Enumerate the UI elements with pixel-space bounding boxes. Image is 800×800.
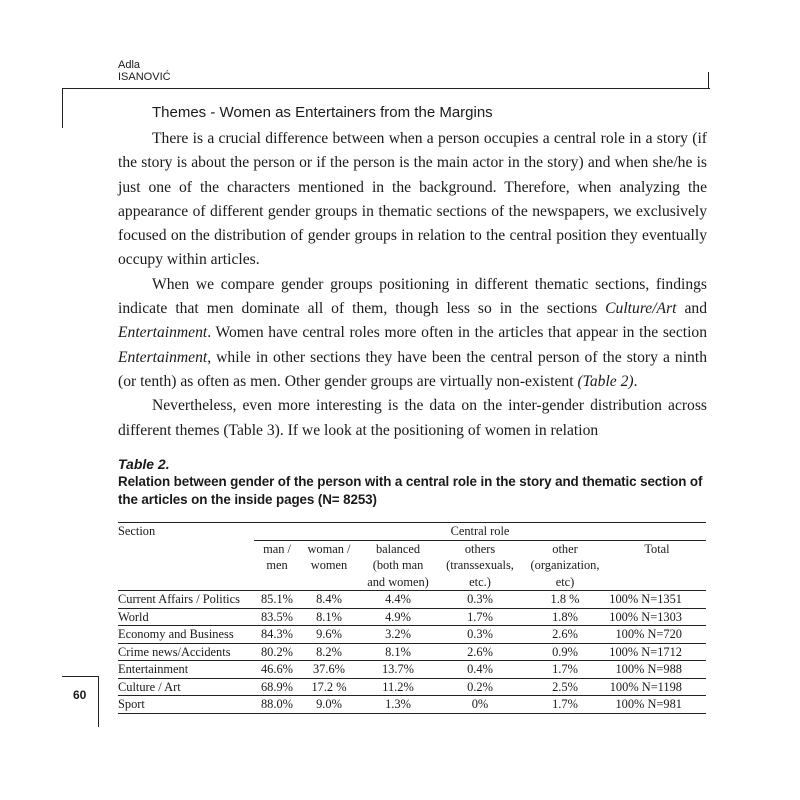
page-number: 60 bbox=[73, 688, 87, 702]
col-others-header-2: (transsexuals, bbox=[446, 558, 514, 572]
cell-other: 1.7% bbox=[522, 696, 608, 714]
p2-text-c: , while in other sections they have been the central person of the story a ninth (or tenth) as often as men. Other gender groups are virtually non-existent bbox=[118, 348, 707, 390]
cell-balanced: 3.2% bbox=[358, 626, 438, 644]
cell-balanced: 1.3% bbox=[358, 696, 438, 714]
running-header-author bbox=[118, 59, 171, 83]
table-row bbox=[118, 626, 706, 644]
cell-balanced: 13.7% bbox=[358, 661, 438, 679]
row-section: Current Affairs / Politics bbox=[118, 591, 254, 609]
cell-man: 84.3% bbox=[254, 626, 300, 644]
cell-man: 46.6% bbox=[254, 661, 300, 679]
table-row bbox=[118, 591, 706, 609]
row-section: Crime news/Accidents bbox=[118, 643, 254, 661]
cell-other: 1.8% bbox=[522, 608, 608, 626]
cell-man: 88.0% bbox=[254, 696, 300, 714]
table-caption: Relation between gender of the person with a central role in the story and thematic section of the articles on the inside pages (N= 8253) bbox=[118, 474, 703, 507]
body-text bbox=[118, 127, 707, 443]
p2-culture-art: Culture/Art bbox=[605, 300, 677, 318]
col-other-header-3: etc) bbox=[555, 574, 575, 589]
blank-header-cell bbox=[118, 574, 254, 591]
col-man-header-2: men bbox=[266, 558, 288, 572]
cell-balanced: 4.4% bbox=[358, 591, 438, 609]
cell-woman: 9.0% bbox=[300, 696, 358, 714]
cell-other: 2.6% bbox=[522, 626, 608, 644]
cell-woman: 17.2 % bbox=[300, 678, 358, 696]
cell-balanced: 4.9% bbox=[358, 608, 438, 626]
cell-others: 1.7% bbox=[438, 608, 522, 626]
row-section: Culture / Art bbox=[118, 678, 254, 696]
table-row bbox=[118, 678, 706, 696]
author-first-name: Adla bbox=[118, 59, 141, 71]
cell-others: 0.3% bbox=[438, 591, 522, 609]
col-woman-header: woman / bbox=[300, 540, 358, 557]
cell-other: 1.7% bbox=[522, 661, 608, 679]
cell-man: 80.2% bbox=[254, 643, 300, 661]
cell-total: 100% N=720 bbox=[608, 626, 706, 644]
col-others-header: others bbox=[438, 540, 522, 557]
header-rule-right bbox=[708, 72, 709, 89]
table-row bbox=[118, 661, 706, 679]
footer-rule bbox=[62, 676, 98, 677]
p2-text-a: When we compare gender groups positioning in different thematic sections, findings indicate that men dominate all of them, though less so in the sections bbox=[118, 275, 707, 318]
col-man-header: man / bbox=[254, 540, 300, 557]
cell-total: 100% N=988 bbox=[608, 661, 706, 679]
cell-total: 100% N=981 bbox=[608, 696, 706, 714]
p2-table-ref: (Table 2) bbox=[577, 372, 634, 390]
table-row bbox=[118, 643, 706, 661]
column-header-row-2 bbox=[118, 557, 706, 574]
author-last-name: ISANOVIĆ bbox=[118, 71, 171, 83]
cell-woman: 8.2% bbox=[300, 643, 358, 661]
blank-header-cell bbox=[254, 574, 300, 591]
cell-woman: 9.6% bbox=[300, 626, 358, 644]
cell-man: 85.1% bbox=[254, 591, 300, 609]
p2-entertainment-2: Entertainment bbox=[118, 348, 208, 366]
cell-others: 0% bbox=[438, 696, 522, 714]
col-other-header: other bbox=[522, 540, 608, 557]
header-rule-left bbox=[62, 88, 63, 128]
cell-woman: 8.1% bbox=[300, 608, 358, 626]
section-column-header: Section bbox=[118, 523, 254, 541]
blank-header-cell bbox=[118, 557, 254, 574]
cell-balanced: 8.1% bbox=[358, 643, 438, 661]
section-title: Themes - Women as Entertainers from the Margins bbox=[152, 104, 493, 121]
column-header-row-3 bbox=[118, 574, 706, 591]
cell-total: 100% N=1712 bbox=[608, 643, 706, 661]
table-row bbox=[118, 696, 706, 714]
paragraph-2 bbox=[118, 273, 707, 394]
row-section: Economy and Business bbox=[118, 626, 254, 644]
footer-rule-vertical bbox=[98, 676, 99, 727]
col-balanced-header-3: and women) bbox=[367, 574, 429, 589]
table-row bbox=[118, 608, 706, 626]
header-rule bbox=[62, 88, 710, 89]
cell-woman: 8.4% bbox=[300, 591, 358, 609]
cell-others: 0.3% bbox=[438, 626, 522, 644]
cell-total: 100% N=1303 bbox=[608, 608, 706, 626]
cell-total: 100% N=1351 bbox=[608, 591, 706, 609]
cell-others: 2.6% bbox=[438, 643, 522, 661]
data-table bbox=[118, 522, 706, 714]
table-label: Table 2. bbox=[118, 456, 170, 472]
cell-others: 0.4% bbox=[438, 661, 522, 679]
column-header-row-1 bbox=[118, 540, 706, 557]
p2-text-and: and bbox=[676, 300, 708, 318]
row-section: Sport bbox=[118, 696, 254, 714]
col-balanced-header: balanced bbox=[358, 540, 438, 557]
blank-header-cell bbox=[118, 540, 254, 557]
col-others-header-3: etc.) bbox=[469, 574, 491, 589]
paragraph-1: There is a crucial difference between when a person occupies a central role in a story (if the story is about the person or if the person is the main actor in the story) and when she/he is just one of the characters mentioned in the background. Therefore, when analyzing the appearance of different gender groups in thematic sections of the newspapers, we exclusively focused on the distribution of gender groups in relation to the central position they eventually occupy within articles. bbox=[118, 130, 707, 269]
cell-other: 2.5% bbox=[522, 678, 608, 696]
col-total-header: Total bbox=[608, 540, 706, 557]
col-balanced-header-2: (both man bbox=[372, 558, 424, 572]
paragraph-3: Nevertheless, even more interesting is the data on the inter-gender distribution across different themes (Table 3). If we look at the positioning of women in relation bbox=[118, 397, 707, 439]
cell-other: 1.8 % bbox=[522, 591, 608, 609]
blank-header-cell bbox=[608, 574, 706, 591]
p2-text-d: . bbox=[633, 372, 638, 390]
p2-entertainment: Entertainment bbox=[118, 324, 208, 342]
central-role-header: Central role bbox=[254, 523, 706, 541]
cell-man: 83.5% bbox=[254, 608, 300, 626]
table-header-row bbox=[118, 523, 706, 541]
cell-man: 68.9% bbox=[254, 678, 300, 696]
p2-text-b: . Women have central roles more often in the articles that appear in the section bbox=[207, 324, 707, 342]
row-section: Entertainment bbox=[118, 661, 254, 679]
cell-total: 100% N=1198 bbox=[608, 678, 706, 696]
col-other-header-2: (organization, bbox=[530, 558, 600, 572]
row-section: World bbox=[118, 608, 254, 626]
cell-balanced: 11.2% bbox=[358, 678, 438, 696]
blank-header-cell bbox=[300, 574, 358, 591]
cell-woman: 37.6% bbox=[300, 661, 358, 679]
cell-others: 0.2% bbox=[438, 678, 522, 696]
col-woman-header-2: women bbox=[310, 558, 348, 572]
blank-header-cell bbox=[608, 557, 706, 574]
cell-other: 0.9% bbox=[522, 643, 608, 661]
